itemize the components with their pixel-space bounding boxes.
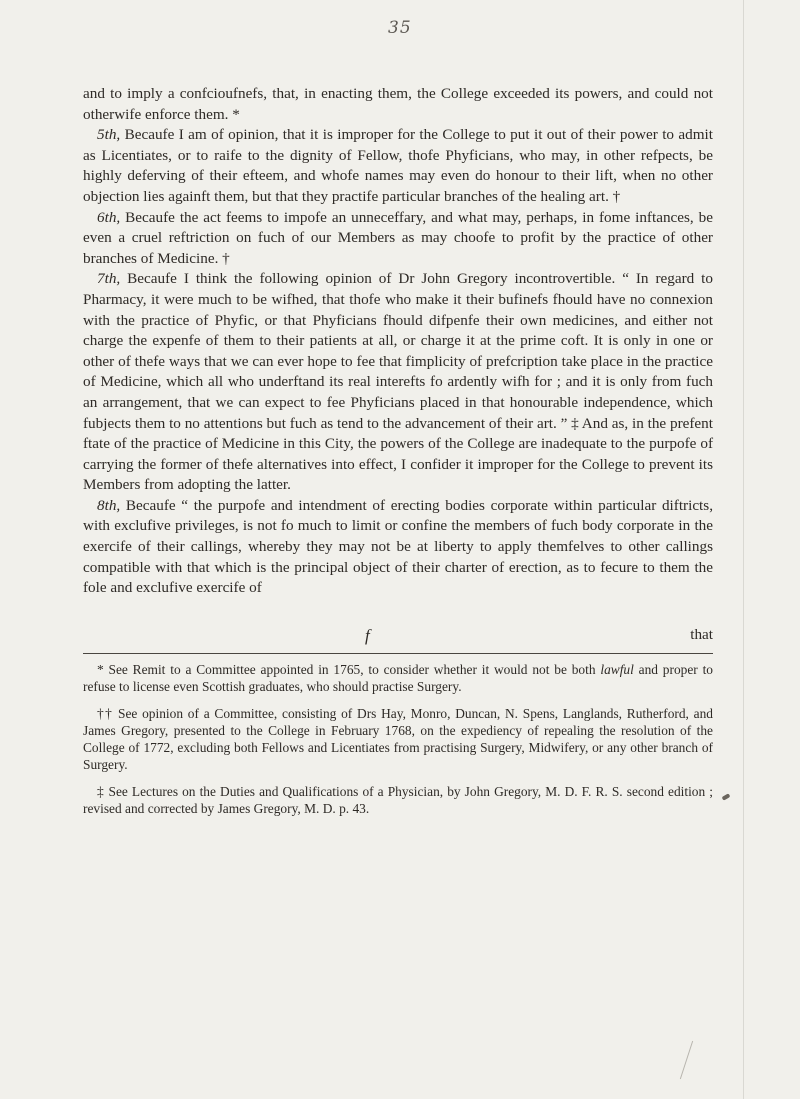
- footnote-emphasis: lawful: [600, 662, 634, 677]
- footnote-text: †† See opinion of a Committee, consisting of Drs Hay, Monro, Duncan, N. Spens, Langlands, Rutherford, and James Gregory, presented to the College in February 1768, on the expediency of repealing the resolution of the College of 1772, excluding both Fellows and Licentiates from practising Surgery, Midwifery, or any other branch of Surgery.: [83, 705, 713, 773]
- paragraph-text: Becaufe I think the following opinion of Dr John Gregory incontrovertible. “ In regard to Pharmacy, it were much to be wifhed, that thofe who make it their bufinefs fhould have no connexion with the practice of Phyfic, or that Phyficians fhould difpenfe their own medicines, and either not charge the expenfe of them to their patients at all, or charge it at the prime coft. It is only in one or other of thefe ways that we can ever hope to fee that fimplicity of prefcription take place in the practice of Medicine, which all who underftand its real interefts fo ardently wifh for ; and it is only from fuch an arrangement, that we can expect to fee Phyficians placed in that honourable independence, which fubjects them to no attentions but fuch as tend to the advancement of their art. ” ‡ And as, in the prefent ftate of the practice of Medicine in this City, the powers of the College are inadequate to the purpofe of carrying the former of thefe alternatives into effect, I confider it improper for the College to prevent its Members from adopting the latter.: [83, 270, 713, 494]
- paragraph-ordinal: 8th,: [97, 496, 121, 514]
- paragraph-ordinal: 5th,: [97, 126, 121, 144]
- paragraph-text: Becaufe the act feems to impofe an unneceffary, and what may, perhaps, in fome inftances, be even a cruel reftriction on fuch of our Members as may choofe to profit by the practice of other branches of Medicine. †: [83, 208, 713, 267]
- footnotes: [83, 661, 713, 817]
- paper-scratch: [680, 1041, 693, 1079]
- paragraph-text: Becaufe “ the purpofe and intendment of erecting bodies corporate within particular diftricts, with exclufive privileges, is not fo much to limit or confine the members of fuch body corporate in the exercife of their callings, whereby they may not be at liberty to apply themfelves to other callings compatible with that which is the principal object of their charter of erection, as to fecure to them the fole and exclufive exercife of: [83, 496, 713, 597]
- signature-mark: f: [365, 626, 370, 645]
- paragraph-8th: [83, 496, 713, 599]
- paragraph-ordinal: 6th,: [97, 208, 121, 226]
- footnote-text-tail: and proper to refuse to license even Scottish graduates, who should practise Surgery.: [83, 662, 713, 695]
- page-number: 35: [388, 18, 412, 38]
- paragraph-6th: [83, 208, 713, 270]
- footnote-text: ‡ See Lectures on the Duties and Qualifications of a Physician, by John Gregory, M. D. F. R. S. second edition ; revised and corrected by James Gregory, M. D. p. 43.: [83, 783, 713, 817]
- footnote-1: [83, 661, 713, 696]
- page-edge-line: [743, 0, 744, 1099]
- page-foot-line: [83, 626, 713, 648]
- ink-smudge: [722, 793, 731, 800]
- paragraph-text: Becaufe I am of opinion, that it is improper for the College to put it out of their power to admit as Licentiates, or to raife to the dignity of Fellow, thofe Phyficians, who may, in other refpects, be highly deferving of their efteem, and whofe names may even do honour to their lift, when no other objection lies againft them, but that they practife particular branches of the healing art. †: [83, 126, 713, 205]
- paragraph-continued: [83, 84, 713, 125]
- main-text: [83, 84, 713, 599]
- paragraph-5th: [83, 125, 713, 207]
- paragraph-text: and to imply a confcioufnefs, that, in enacting them, the College exceeded its powers, and could not otherwife enforce them. *: [83, 85, 713, 123]
- footnote-text: * See Remit to a Committee appointed in 1765, to consider whether it would not be both: [97, 662, 601, 677]
- footnote-3: [83, 783, 713, 818]
- paragraph-ordinal: 7th,: [97, 270, 121, 288]
- footnote-divider: [83, 653, 713, 654]
- footnote-2: [83, 705, 713, 774]
- catchword: that: [690, 626, 713, 643]
- paragraph-7th: [83, 269, 713, 496]
